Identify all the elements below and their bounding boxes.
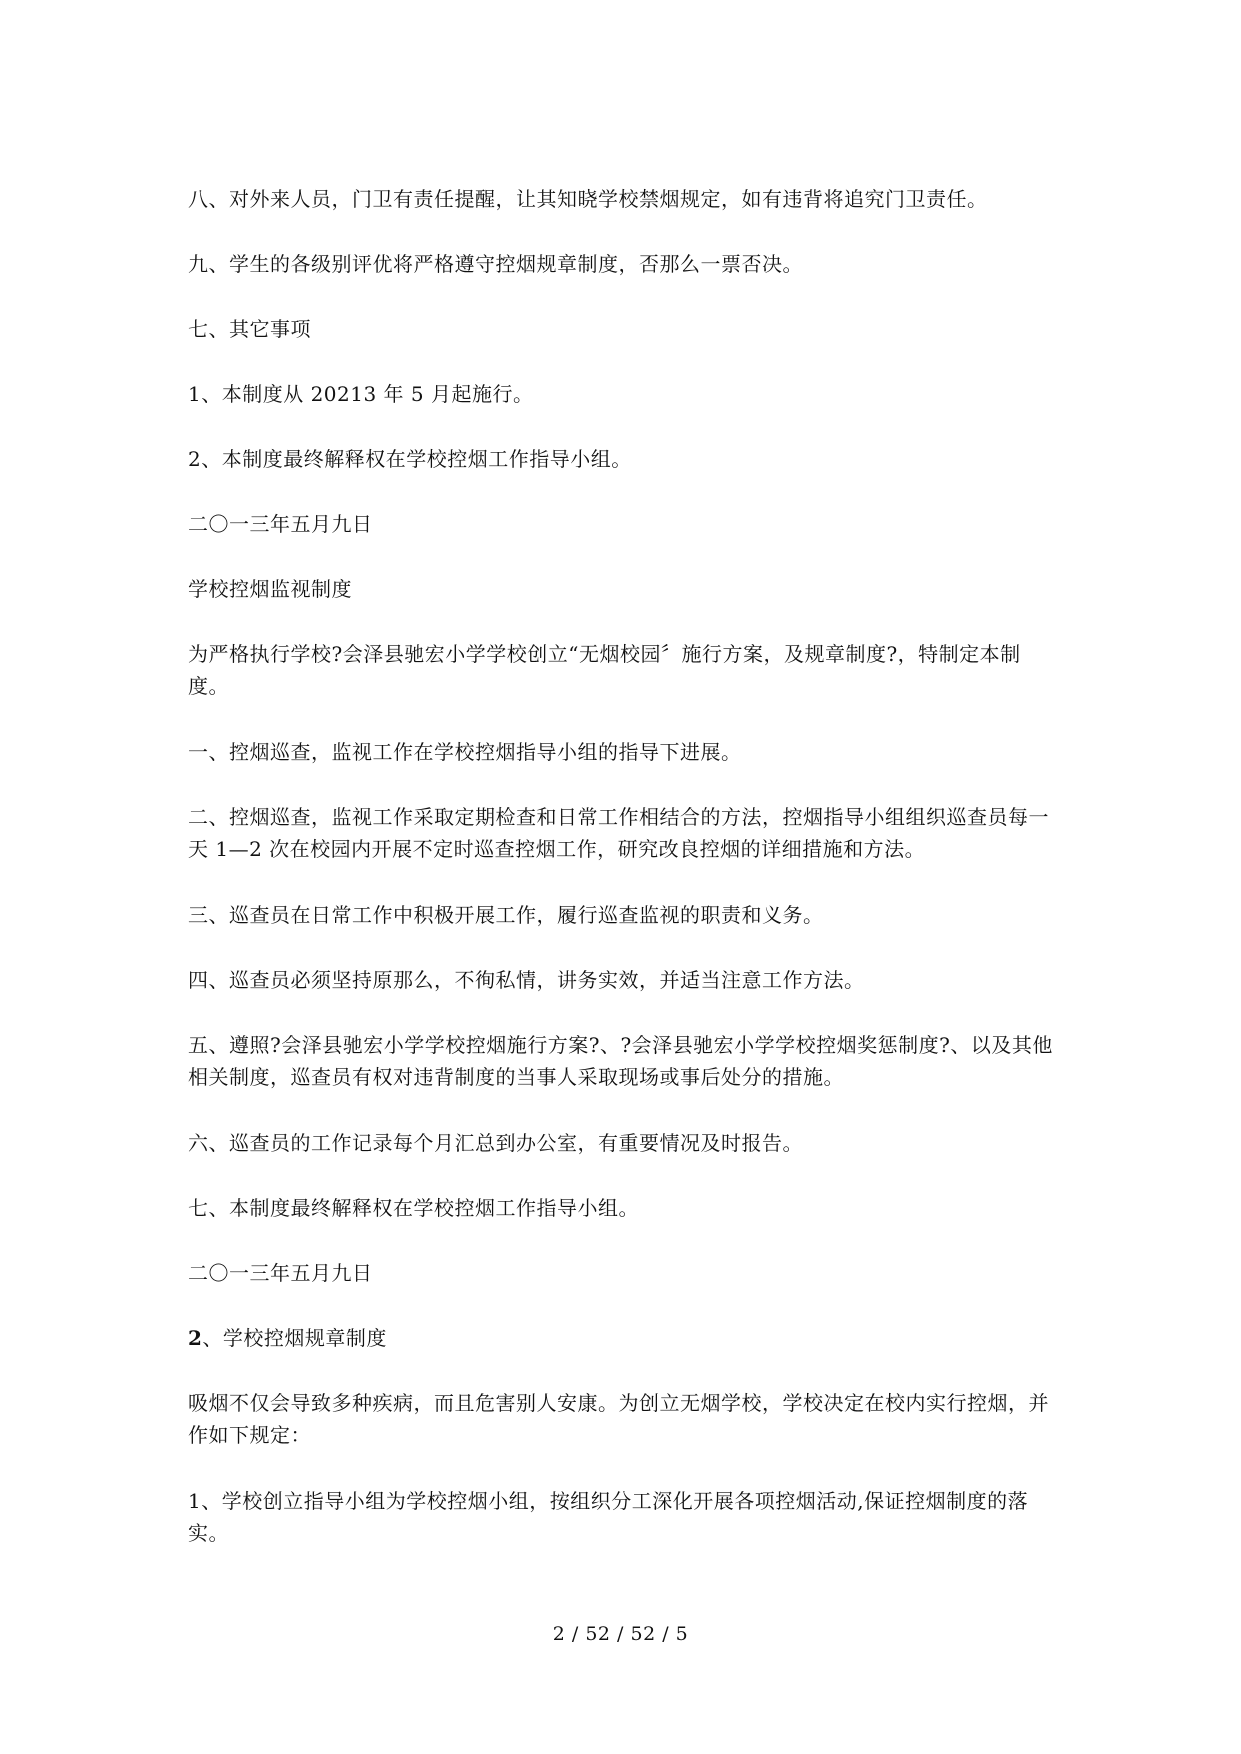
- document-title: 学校控烟监视制度: [188, 577, 352, 601]
- paragraph: 四、巡查员必须坚持原那么，不徇私情，讲务实效，并适当注意工作方法。: [188, 968, 865, 992]
- document-body: [188, 183, 1058, 1583]
- paragraph: 2、本制度最终解释权在学校控烟工作指导小组。: [188, 447, 632, 471]
- paragraph: 1、本制度从 20213 年 5 月起施行。: [188, 382, 534, 406]
- paragraph: 二、控烟巡查，监视工作采取定期检查和日常工作相结合的方法，控烟指导小组组织巡查员每一天 1—2 次在校园内开展不定时巡查控烟工作，研究改良控烟的详细措施和方法。: [188, 805, 1049, 861]
- section-number: 2: [188, 1326, 203, 1350]
- paragraph: 五、遵照?会泽县驰宏小学学校控烟施行方案?、?会泽县驰宏小学学校控烟奖惩制度?、以及其他相关制度，巡查员有权对违背制度的当事人采取现场或事后处分的措施。: [188, 1033, 1053, 1089]
- date-line: 二〇一三年五月九日: [188, 1261, 373, 1285]
- paragraph: 八、对外来人员，门卫有责任提醒，让其知晓学校禁烟规定，如有违背将追究门卫责任。: [188, 187, 988, 211]
- section-heading: 七、其它事项: [188, 317, 311, 341]
- paragraph: 六、巡查员的工作记录每个月汇总到办公室，有重要情况及时报告。: [188, 1131, 803, 1155]
- paragraph: 一、控烟巡查，监视工作在学校控烟指导小组的指导下进展。: [188, 740, 742, 764]
- section-title-text: 、学校控烟规章制度: [202, 1326, 387, 1350]
- page-number: 2 / 52 / 52 / 5: [552, 1623, 689, 1645]
- paragraph: 为严格执行学校?会泽县驰宏小学学校创立“无烟校园〞施行方案，及规章制度?，特制定本制度。: [188, 642, 1021, 698]
- paragraph: 七、本制度最终解释权在学校控烟工作指导小组。: [188, 1196, 639, 1220]
- section-title: [188, 1322, 1058, 1354]
- paragraph: 吸烟不仅会导致多种疾病，而且危害别人安康。为创立无烟学校，学校决定在校内实行控烟，并作如下规定：: [188, 1391, 1049, 1447]
- paragraph: 三、巡查员在日常工作中积极开展工作，履行巡查监视的职责和义务。: [188, 903, 824, 927]
- date-line: 二〇一三年五月九日: [188, 512, 373, 536]
- paragraph: 1、学校创立指导小组为学校控烟小组，按组织分工深化开展各项控烟活动,保证控烟制度的落实。: [188, 1489, 1029, 1545]
- paragraph: 九、学生的各级别评优将严格遵守控烟规章制度，否那么一票否决。: [188, 252, 803, 276]
